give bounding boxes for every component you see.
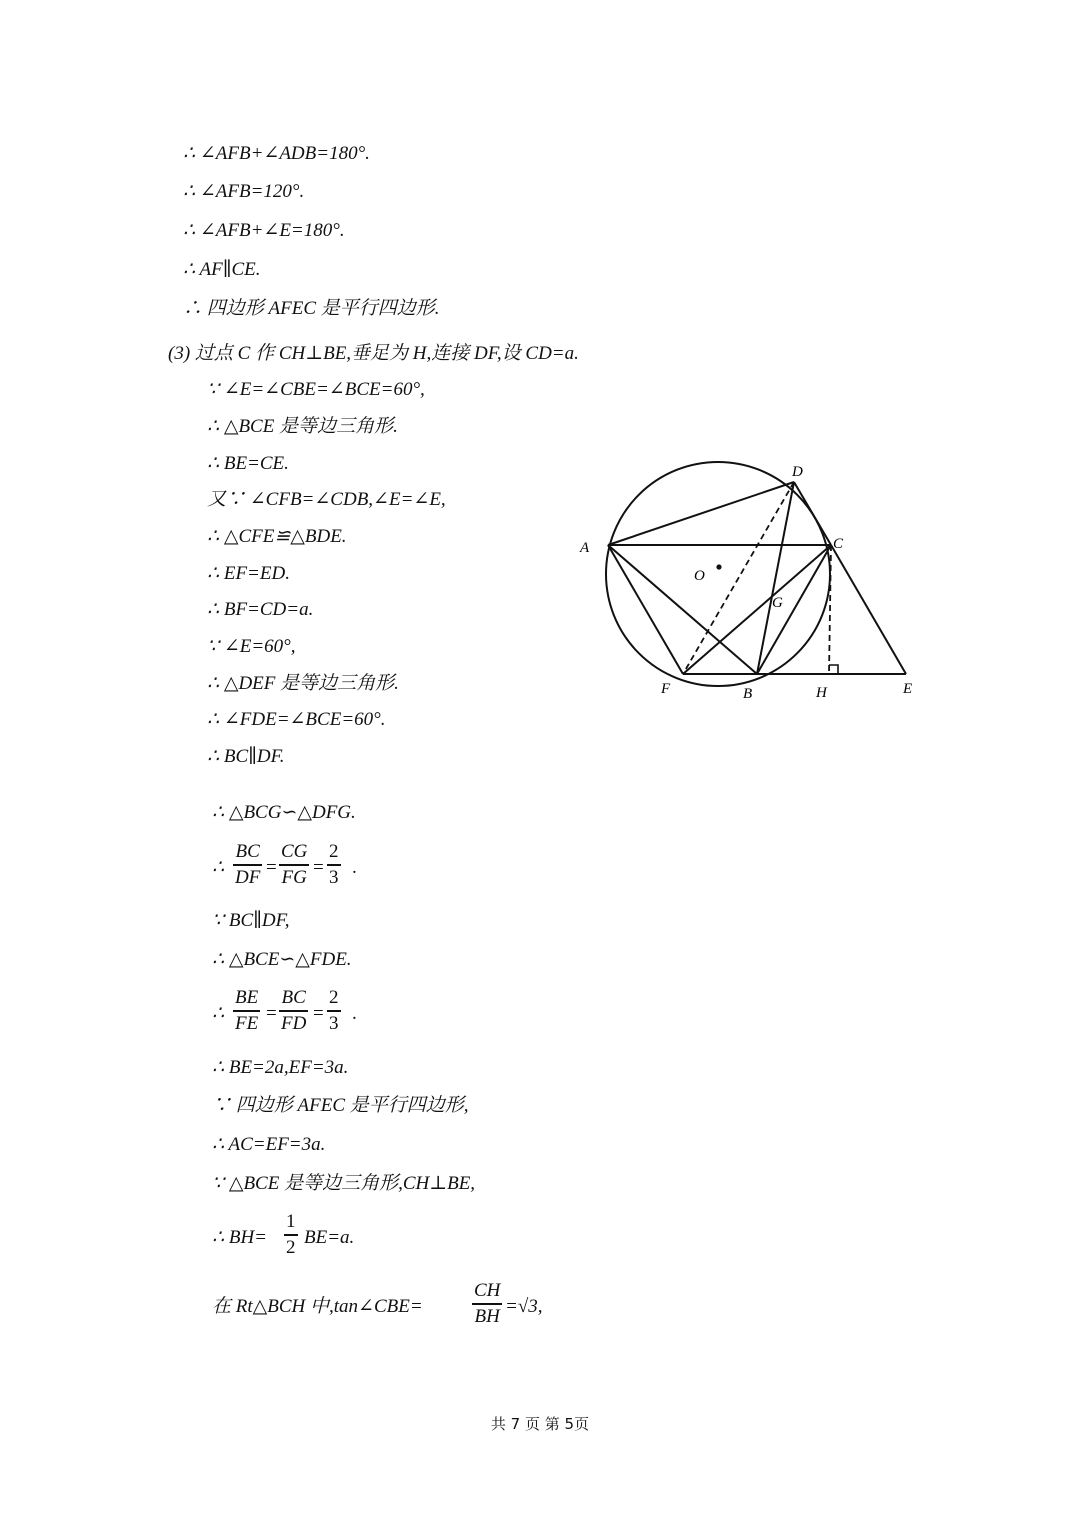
right-angle-mark [829,665,838,674]
label-h: H [816,685,827,701]
step-3: ∴ BE=CE. [207,453,289,474]
seg-db [757,482,794,674]
similar-bcg-dfg: ∴ △BCG∽△DFG. [212,802,356,823]
bh-suffix: BE=a. [304,1227,355,1248]
label-b: B [743,686,753,702]
bh-prefix: ∴ BH= [212,1227,267,1248]
label-g: G [772,595,783,611]
frac1-suffix: . [352,857,357,878]
seg-af [608,545,683,674]
seg-dc [794,482,831,545]
step-4: 又∵ ∠CFB=∠CDB,∠E=∠E, [207,489,446,510]
frac2-prefix: ∴ [212,1003,225,1024]
frac1-a-num: BC [235,841,260,862]
tan-frac-den: BH [474,1305,500,1327]
seg-fc [683,545,831,674]
frac2-a-num: BE [235,987,259,1008]
tan-frac-num: CH [474,1280,501,1301]
label-f: F [661,681,671,697]
step-2: ∴ △BCE 是等边三角形. [207,416,398,437]
be-ef-values: ∴ BE=2a,EF=3a. [212,1057,349,1078]
tan-suffix: =√3, [505,1296,543,1317]
frac1-a [233,840,262,890]
label-d: D [792,464,803,480]
step-8: ∵ ∠E=60°, [207,636,296,657]
step-5: ∴ △CFE≌△BDE. [207,526,347,547]
bh-frac [284,1210,298,1260]
geometry-figure [570,445,940,710]
proof-line-2: ∴ ∠AFB=120°. [183,181,305,202]
frac2-a-den: FE [235,1012,259,1034]
proof-line-5: ∴ 四边形 AFEC 是平行四边形. [183,298,440,319]
proof-line-3: ∴ ∠AFB+∠E=180°. [183,220,345,241]
tan-frac [472,1279,502,1329]
part3-header: (3) 过点 C 作 CH⊥BE,垂足为 H,连接 DF,设 CD=a. [168,343,579,364]
proof-line-4: ∴ AF∥CE. [183,259,261,280]
seg-ce [831,545,906,674]
seg-ad [608,482,794,545]
bh-frac-num: 1 [286,1211,296,1232]
frac1-b-den: FG [281,866,307,888]
frac2-b-den: FD [281,1012,307,1034]
bh-frac-den: 2 [286,1236,296,1258]
frac2-c [327,986,341,1036]
frac1-c [327,840,341,890]
ac-ef-values: ∴ AC=EF=3a. [212,1134,326,1155]
frac1-a-den: DF [235,866,261,888]
seg-ab [608,545,757,674]
step-9: ∴ △DEF 是等边三角形. [207,673,399,694]
frac2-b-num: BC [281,987,306,1008]
page-footer: 共 7 页 第 5页 [490,1415,590,1433]
label-o: O [694,568,705,584]
label-a: A [580,540,590,556]
label-e: E [903,681,913,697]
frac2-b [279,986,308,1036]
frac1-c-num: 2 [329,841,339,862]
frac2-suffix: . [352,1003,357,1024]
bce-equilateral: ∵ △BCE 是等边三角形,CH⊥BE, [212,1173,476,1194]
parallelogram-afec: ∵ 四边形 AFEC 是平行四边形, [212,1095,469,1116]
frac2-a [233,986,260,1036]
frac1-b-num: CG [281,841,308,862]
frac1-b [279,840,309,890]
step-1: ∵ ∠E=∠CBE=∠BCE=60°, [207,379,425,400]
center-o-dot [716,564,721,569]
label-c: C [833,536,844,552]
similar-bce-fde: ∴ △BCE∽△FDE. [212,949,352,970]
step-7: ∴ BF=CD=a. [207,599,314,620]
frac2-c-num: 2 [329,987,339,1008]
step-6: ∴ EF=ED. [207,563,290,584]
frac1-prefix: ∴ [212,857,225,878]
parallel-bc-df: ∵ BC∥DF, [212,910,290,931]
step-11: ∴ BC∥DF. [207,746,285,767]
seg-bc [757,545,831,674]
proof-line-1: ∴ ∠AFB+∠ADB=180°. [183,143,370,164]
frac1-c-den: 3 [329,866,339,888]
tan-prefix: 在 Rt△BCH 中,tan∠CBE= [212,1296,423,1317]
frac2-c-den: 3 [329,1012,339,1034]
step-10: ∴ ∠FDE=∠BCE=60°. [207,709,386,730]
